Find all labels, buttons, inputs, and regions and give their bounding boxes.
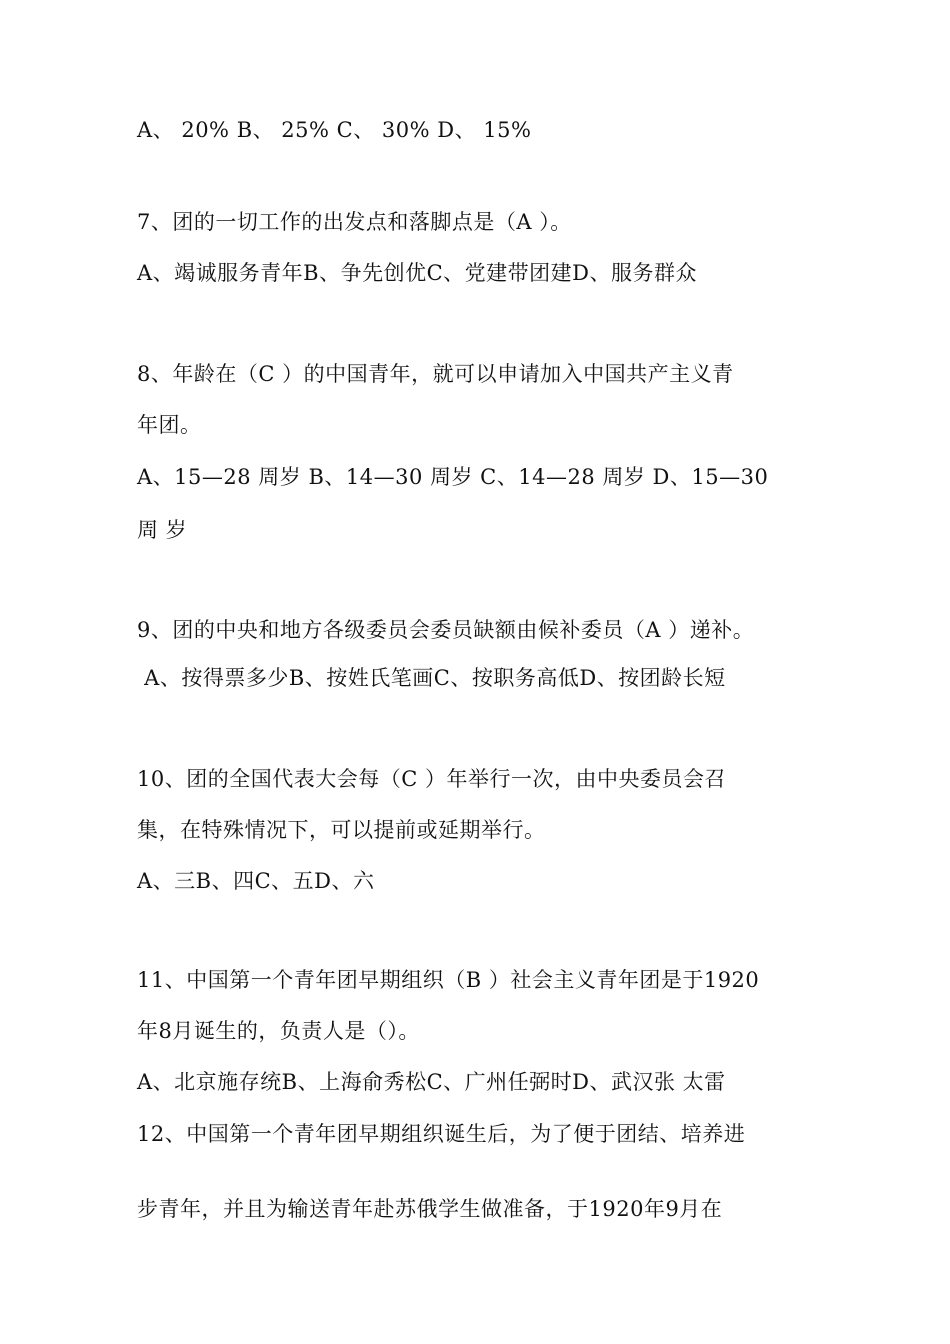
q7-options: A、竭诚服务青年B、争先创优C、党建带团建D、服务群众 <box>137 261 698 285</box>
q7-question: 7、团的一切工作的出发点和落脚点是（A ）。 <box>137 210 572 234</box>
q10-question-line1: 10、团的全国代表大会每（C ）年举行一次，由中央委员会召 <box>137 767 726 791</box>
q11-question-line2: 年8月诞生的，负责人是（）。 <box>137 1019 420 1043</box>
q8-options-line1: A、15—28 周岁 B、14—30 周岁 C、14—28 周岁 D、15—30 <box>137 465 769 489</box>
q6-options: A、 20% B、 25% C、 30% D、 15% <box>137 118 532 142</box>
q10-question-line2: 集，在特殊情况下，可以提前或延期举行。 <box>137 818 546 842</box>
q8-question-line1: 8、年龄在（C ）的中国青年，就可以申请加入中国共产主义青 <box>137 362 734 386</box>
q8-question-line2: 年团。 <box>137 413 202 437</box>
q11-question-line1: 11、中国第一个青年团早期组织（B ）社会主义青年团是于1920 <box>137 968 760 992</box>
q11-options: A、北京施存统B、上海俞秀松C、广州任弼时D、武汉张 太雷 <box>137 1070 726 1094</box>
q8-options-line2: 周 岁 <box>137 518 188 542</box>
q9-question: 9、团的中央和地方各级委员会委员缺额由候补委员（A ）递补。 <box>137 618 755 642</box>
q10-options: A、三B、四C、五D、六 <box>137 869 375 893</box>
q12-question-line2: 步青年，并且为输送青年赴苏俄学生做准备，于1920年9月在 <box>137 1197 723 1221</box>
q9-options: A、按得票多少B、按姓氏笔画C、按职务高低D、按团龄长短 <box>137 666 726 690</box>
q12-question-line1: 12、中国第一个青年团早期组织诞生后，为了便于团结、培养进 <box>137 1122 746 1146</box>
